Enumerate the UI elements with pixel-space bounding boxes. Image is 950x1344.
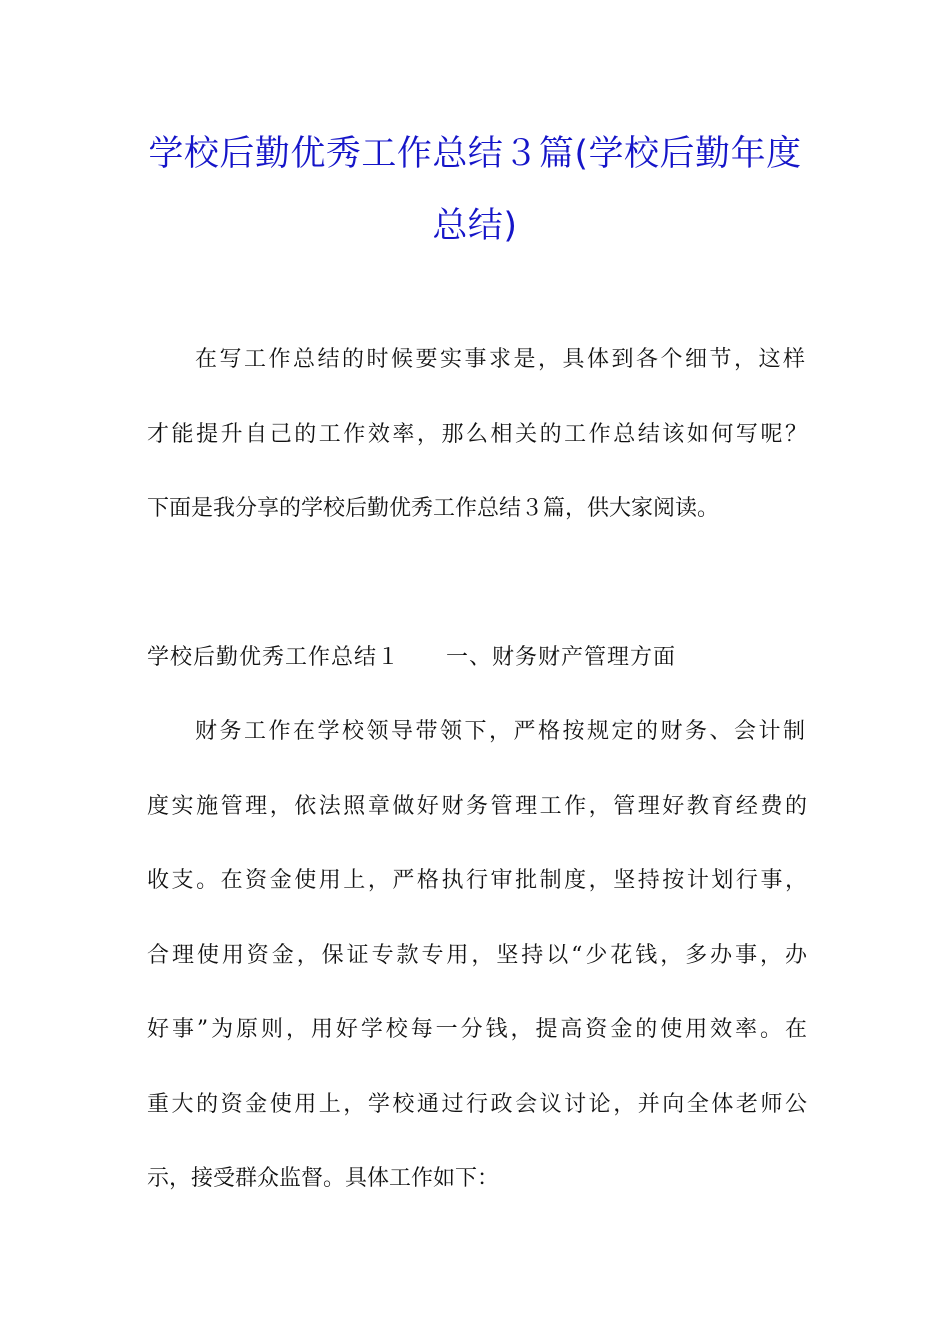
- intro-line-3: 下面是我分享的学校后勤优秀工作总结３篇，供大家阅读。: [147, 496, 720, 521]
- intro-line-2: 才能提升自己的工作效率，那么相关的工作总结该如何写呢？: [147, 422, 807, 447]
- document-title-line-2: 总结): [432, 206, 518, 246]
- body-line-7: 示，接受群众监督。具体工作如下：: [147, 1166, 500, 1191]
- body-line-1: 财务工作在学校领导带领下，严格按规定的财务、会计制: [195, 719, 805, 744]
- body-line-2: 度实施管理，依法照章做好财务管理工作，管理好教育经费的: [147, 794, 807, 819]
- body-line-5: 好事”为原则，用好学校每一分钱，提高资金的使用效率。在: [147, 1017, 807, 1042]
- intro-line-1: 在写工作总结的时候要实事求是，具体到各个细节，这样: [195, 347, 805, 372]
- section-heading-subpart: 一、财务财产管理方面: [446, 645, 677, 670]
- section-heading-part: 学校后勤优秀工作总结１: [147, 645, 401, 670]
- body-line-3: 收支。在资金使用上，严格执行审批制度，坚持按计划行事，: [147, 868, 807, 893]
- section-heading: [147, 643, 807, 673]
- body-line-4: 合理使用资金，保证专款专用，坚持以“少花钱，多办事，办: [147, 943, 807, 968]
- document-title-line-1: 学校后勤优秀工作总结３篇(学校后勤年度: [148, 134, 802, 174]
- body-line-6: 重大的资金使用上，学校通过行政会议讨论，并向全体老师公: [147, 1092, 807, 1117]
